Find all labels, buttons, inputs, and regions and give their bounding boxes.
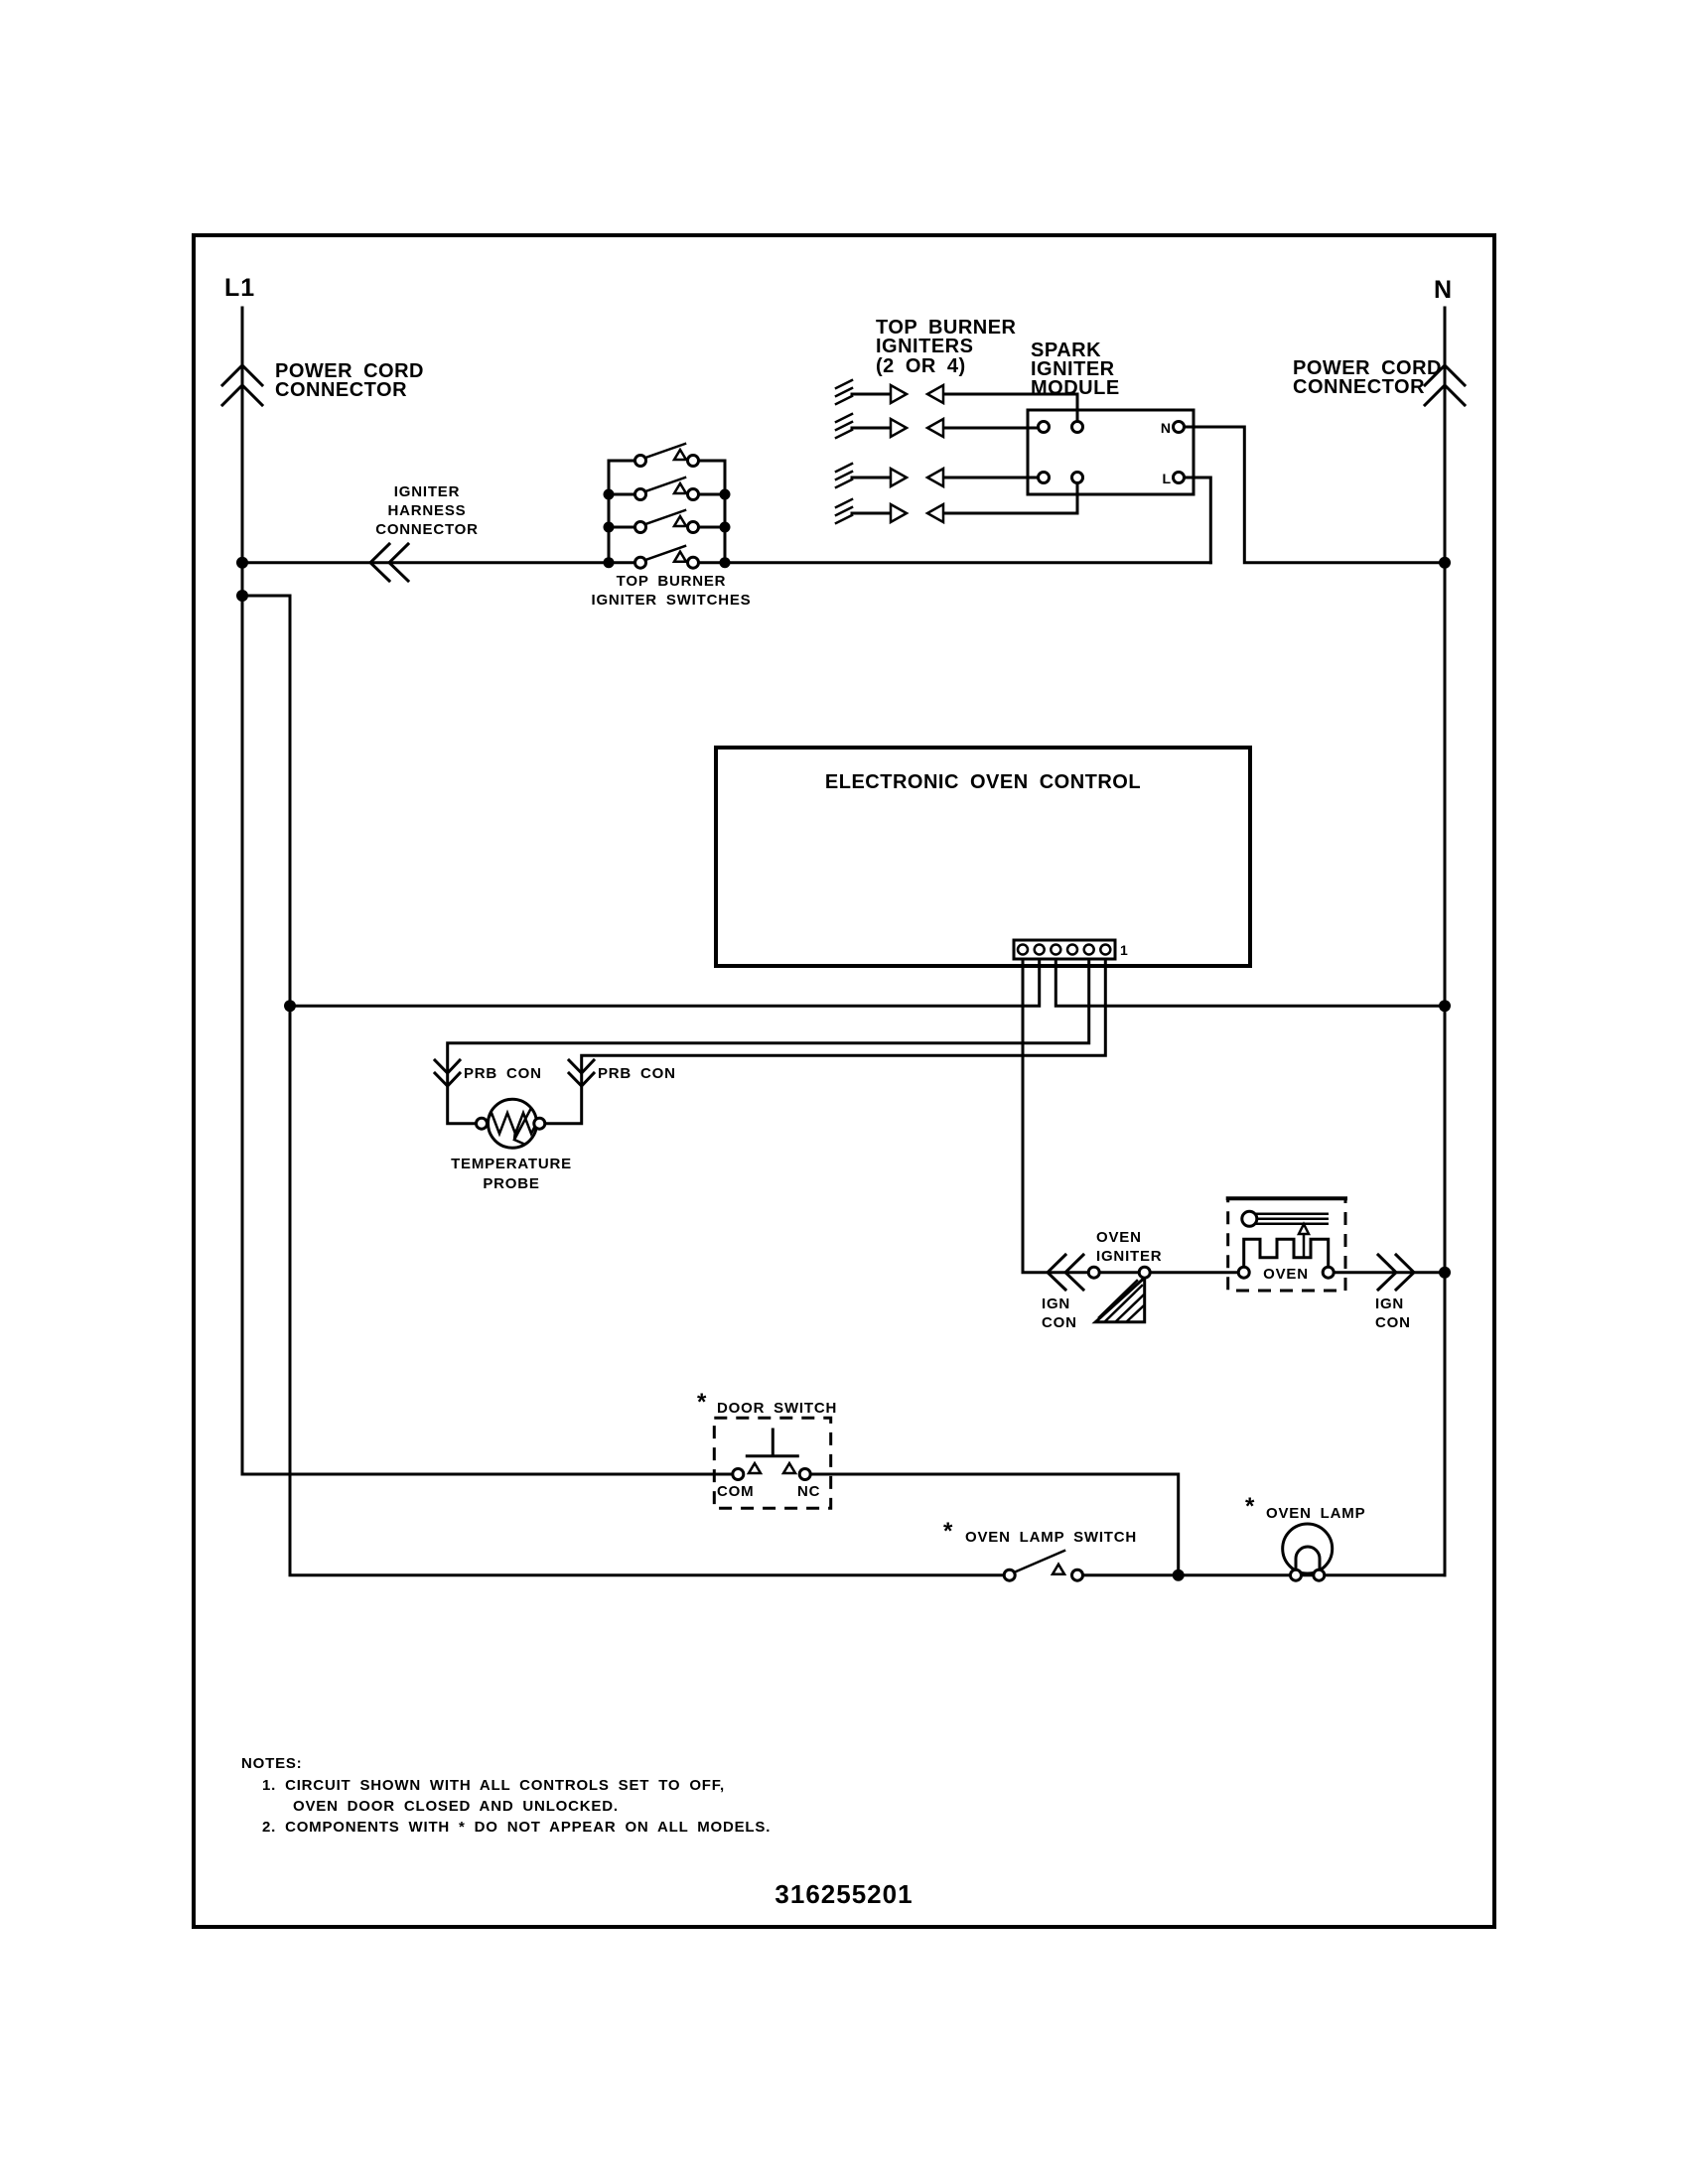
ign-con-left-label-1: IGN [1042, 1296, 1071, 1312]
power-left-label-1: POWER CORD [275, 360, 424, 382]
module-l-label: L [1162, 471, 1171, 486]
igniter-row-wires [852, 394, 891, 513]
switch-blade [645, 444, 685, 560]
lamp-switch-triangle [1053, 1565, 1064, 1574]
oven-igniter-label-1: OVEN [1096, 1229, 1142, 1246]
module-n-terminal [1174, 422, 1185, 433]
oven-lamp [1245, 1493, 1365, 1580]
module-terminal [1039, 473, 1050, 483]
igniters-label-2: IGNITERS [876, 336, 974, 357]
switch-bank-label-2: IGNITER SWITCHES [591, 592, 752, 609]
door-nc-label: NC [797, 1483, 821, 1500]
module-l-wire [1185, 478, 1210, 563]
eoc-pin-terminal [1084, 945, 1094, 955]
harness-label-1: IGNITER [393, 483, 461, 500]
igniter-harness-connector [370, 483, 479, 581]
top-burner-igniters [836, 317, 1017, 523]
eoc-pin-terminal [1100, 945, 1110, 955]
l1-branch [242, 596, 1004, 1575]
oven-igniter-terminal [1139, 1267, 1150, 1278]
spark-module-label-3: MODULE [1031, 377, 1120, 399]
module-n-label: N [1160, 420, 1171, 436]
door-com-label: COM [717, 1483, 755, 1500]
power-cord-connector-right [1293, 276, 1465, 405]
oven-sensor-lines [1257, 1214, 1328, 1224]
door-switch-plunger [747, 1430, 797, 1456]
l1-line [242, 308, 732, 1474]
oven-terminal [1323, 1267, 1334, 1278]
igniters-label-3: (2 OR 4) [876, 355, 966, 377]
module-terminal [1039, 422, 1050, 433]
oven-igniter-label-2: IGNITER [1096, 1248, 1163, 1265]
lamp-label: OVEN LAMP [1266, 1505, 1366, 1522]
igniter-ground-hatch-icon [836, 380, 852, 523]
harness-label-2: HARNESS [387, 502, 467, 519]
note-line-2: OVEN DOOR CLOSED AND UNLOCKED. [293, 1798, 619, 1815]
door-contact-triangle [749, 1463, 795, 1473]
switch-terminal [688, 489, 699, 500]
door-switch-label: DOOR SWITCH [717, 1400, 838, 1417]
igniter-plug-triangle-left [927, 385, 943, 522]
temperature-probe [435, 1060, 676, 1192]
door-switch-asterisk: * [697, 1389, 707, 1416]
switch-terminal [635, 557, 646, 568]
notes-title: NOTES: [241, 1755, 303, 1772]
diagram-border [194, 235, 1494, 1927]
door-nc-terminal [799, 1469, 810, 1480]
oven-sensor-bulb [1242, 1211, 1257, 1226]
ign-con-right [1375, 1255, 1414, 1331]
oven-box [1228, 1198, 1345, 1291]
module-l-terminal [1174, 473, 1185, 483]
probe-terminal [534, 1118, 545, 1129]
spark-module-label-2: IGNITER [1031, 358, 1115, 380]
lamp-switch-terminal [1072, 1570, 1083, 1580]
oven-label: OVEN [1263, 1266, 1309, 1283]
module-terminal [1072, 422, 1083, 433]
note-line-3: 2. COMPONENTS WITH * DO NOT APPEAR ON ALL MODELS. [262, 1819, 772, 1836]
lamp-asterisk: * [1245, 1493, 1255, 1520]
eoc-t5-wire [448, 959, 1089, 1124]
prb-con-label-1: PRB CON [464, 1065, 542, 1082]
switch-terminal [635, 456, 646, 467]
l1-label: L1 [224, 274, 256, 302]
power-right-label-1: POWER CORD [1293, 357, 1442, 379]
door-switch [697, 1389, 837, 1508]
harness-label-3: CONNECTOR [375, 521, 479, 538]
lamp-switch-label: OVEN LAMP SWITCH [965, 1529, 1138, 1546]
oven-lamp-switch [943, 1518, 1137, 1580]
switch-terminal [688, 557, 699, 568]
ign-con-left-label-2: CON [1042, 1314, 1077, 1331]
probe-terminal [477, 1118, 488, 1129]
eoc-pin-terminal [1035, 945, 1045, 955]
eoc-pin-label: 1 [1120, 942, 1128, 958]
switch-bank-label-1: TOP BURNER [616, 573, 727, 590]
part-number: 316255201 [774, 1879, 914, 1909]
eoc-pin-terminal [1067, 945, 1077, 955]
prb-con-label-2: PRB CON [598, 1065, 676, 1082]
spark-module-label-1: SPARK [1031, 340, 1102, 361]
igniters-label-1: TOP BURNER [876, 317, 1017, 339]
power-right-label-2: CONNECTOR [1293, 376, 1426, 398]
switch-terminal [688, 456, 699, 467]
lamp-bulb [1283, 1524, 1333, 1573]
switch-contact-triangle [674, 450, 686, 562]
oven-spark-arrowhead [1299, 1224, 1309, 1234]
eoc-pin-terminal [1051, 945, 1060, 955]
oven-igniter-terminal [1088, 1267, 1099, 1278]
ign-con-right-label-1: IGN [1375, 1296, 1405, 1312]
power-cord-connector-left [222, 274, 424, 405]
switch-terminal [635, 489, 646, 500]
oven-igniter [1042, 1229, 1162, 1331]
probe-label-1: TEMPERATURE [451, 1156, 572, 1172]
eoc-pin-terminal [1018, 945, 1028, 955]
lamp-switch-terminal [1004, 1570, 1015, 1580]
eoc-title: ELECTRONIC OVEN CONTROL [824, 771, 1142, 793]
module-terminal [1072, 473, 1083, 483]
notes-block [241, 1755, 771, 1836]
lamp-terminal [1314, 1570, 1325, 1580]
oven-bake-element [1244, 1239, 1329, 1267]
junction-dots [236, 489, 1451, 1581]
probe-label-2: PROBE [483, 1175, 540, 1192]
spark-igniter-module [1028, 340, 1194, 494]
n-label: N [1434, 276, 1454, 304]
electronic-oven-control [716, 748, 1250, 966]
igniter-plug-triangle-right [891, 385, 907, 522]
power-left-label-2: CONNECTOR [275, 379, 408, 401]
door-com-terminal [733, 1469, 744, 1480]
switch-terminal [688, 522, 699, 533]
oven-terminal [1238, 1267, 1249, 1278]
lamp-switch-asterisk: * [943, 1518, 953, 1545]
module-n-wire [1185, 427, 1445, 563]
switch-terminal [635, 522, 646, 533]
lamp-terminal [1291, 1570, 1302, 1580]
door-nc-branch [811, 1474, 1179, 1575]
note-line-1: 1. CIRCUIT SHOWN WITH ALL CONTROLS SET TO OFF, [262, 1777, 726, 1794]
ign-con-right-label-2: CON [1375, 1314, 1411, 1331]
